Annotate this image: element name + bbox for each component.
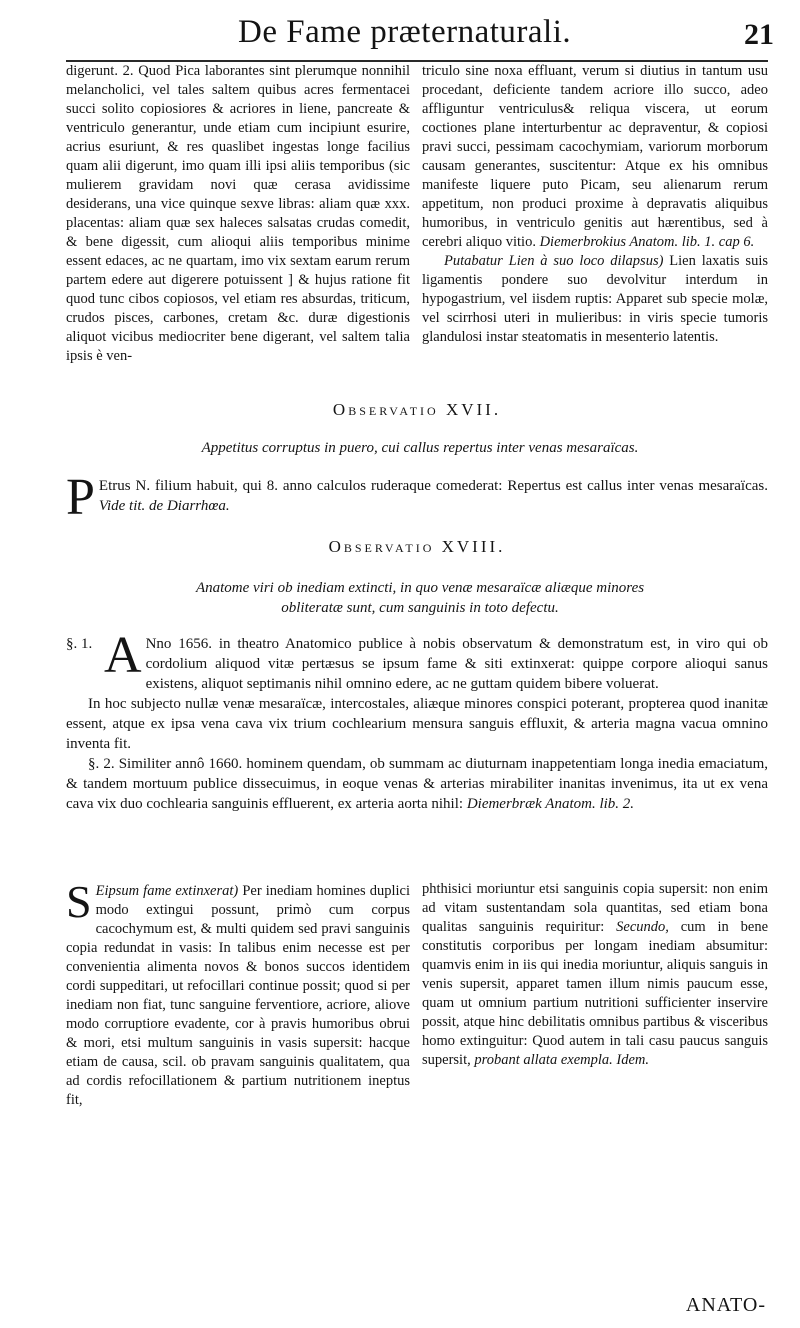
page-header (0, 14, 800, 60)
section-2 (66, 754, 768, 814)
drop-initial-p: P (66, 469, 95, 526)
observatio-18-text (66, 627, 769, 814)
left-bottom-text: Per inediam homines duplici modo extingui possunt, primò cum corpus cacochymum est, & multi quidem sed pravi sanguinis copia redundat in vasis: In talibus enim necesse est per convenientia alimenta novos & bonos succos identidem cordi suppeditari, ut refocillari continue possit; quod si per inediam non fiat, tunc sanguine ferventiore, acriore, aliove modo corruptiore evadente, cor à pravis humoribus obrui & mori, etsi multum sanguinis in vasis supersit: hacque etiam de causa, scil. ob pravam sanguinis qualitatem, qua ad cordis refocillationem & partium nutritionem ineptus fit, (66, 883, 410, 1108)
left-top-paragraph: digerunt. 2. Quod Pica laborantes sint plerumque nonnihil melancholici, vel tales saltem quibus acres fermentacei succi solito copiosiores & acriores in liene, pancreate & ventriculo generantur, unde etiam cum incipiunt esurire, acrius esuriunt, & res quaslibet ingestas longe facilius quam alii digerunt, imo quam illi ipsi aliis temporibus (sic mulierem gravidam novi quæ cerasa avidissime desiderans, una vice quinque sexve libras: aliam quæ xxx. placentas: aliam quæ sex haleces salsatas crudas comedit, & bene digessit, cum alioqui aliis temporibus minime essent edaces, ac ne quartam, imo vix sextam earum rerum partem edere aut digerere potuissent ] & hujus ratione fit quod tunc cibos copiosos, vel etiam res absurdas, triticum, crudos pisces, carbones, cretam &c. duræ digestionis aliquot vicibus mediocriter bene digerant, vel saltem talia ipsis è ven- (66, 63, 410, 364)
left-bottom-paragraph (66, 876, 410, 1110)
right-top-citation: Diemerbrokius Anatom. lib. 1. cap 6. (539, 234, 755, 250)
right-bottom-secundo: Secundo, (616, 919, 669, 935)
observatio-17-body: Etrus N. filium habuit, qui 8. anno calculos ruderaque comederat: Repertus est callus inter venas mesaraïcas. (98, 478, 768, 494)
observatio-18-heading: Observatio XVIII. (328, 537, 506, 556)
drop-initial-a: A (104, 627, 142, 684)
page-number: 21 (744, 18, 774, 51)
observatio-18-subtitle-line2: obliteratæ sunt, cum sanguinis in toto defectu. (281, 600, 559, 616)
right-bottom-paragraph (422, 880, 768, 1070)
section-1-paragraph-2: In hoc subjecto nullæ venæ mesaraïcæ, intercostales, aliæque minores conspici poterant, propterea quod inanitæ essent, atque ex ipsa vena cava vix trium cochlearium mensura sanguis effluxit, & arteria magna vacua omnino inventa fit. (66, 696, 768, 752)
observatio-17-text (66, 469, 768, 526)
right-top-text: triculo sine noxa effluant, verum si diutius in tantum usu procedant, deficiente tandem acriore illo succo, adeo affliguntur ventriculus& reliqua viscera, ut eorum coctiones plane interturbentur ac depraventur, & copiosi pravi succi, pessimam cacochymiam, variorum morborum causam generantes, suscitentur: Atque ex his omnibus manifeste liquere puto Picam, seu alienarum rerum appetitum, non produci proxime à depravatis aliquibus humoribus, in ventriculo genitis aut hærentibus, sed à cerebri aliquo vitio. (422, 63, 768, 250)
observatio-18-subtitle (120, 578, 720, 618)
right-top-paragraph (422, 62, 768, 252)
quote-text: Lien laxatis suis ligamentis pondere suo devolvitur interdum in hypogastrium, vel iisdem ruptis: Apparet sub specie molæ, vel scirrhosi uteri in mulieribus: in viris specie tumoris glandulosi instar steatomatis in mesenterio latentis. (422, 253, 768, 345)
running-title: De Fame præternaturali. (238, 14, 572, 50)
section-1 (66, 627, 768, 694)
section-1-number: §. 1. (66, 636, 93, 652)
right-bottom-text-2: cum in bene constitutis corporibus per longam inediam absumitur: quamvis enim in iis qui inedia moriuntur, aliquis sanguis in venis supersit, apparet tamen illum nimis paucum esse, quam ut omnium partium nutritioni sufficienter inservire possit, atque hinc debilitatis omnibus partibus & visceribus homo extinguitur: Quod autem in tali casu paucus sanguis supersit, (422, 919, 768, 1068)
left-bottom-lemma: Eipsum fame extinxerat) (95, 883, 239, 899)
right-column-top (422, 62, 768, 347)
right-bottom-ending: probant allata exempla. Idem. (474, 1052, 649, 1068)
left-column-top (66, 62, 410, 366)
right-bottom-text-1: phthisici moriuntur etsi sanguinis copia supersit: non enim ad vitam sustentandam sola quantitas, sed etiam bona qualitas sanguinis requiritur: (422, 881, 768, 935)
observatio-17-citation: Vide tit. de Diarrhœa. (98, 498, 230, 514)
drop-initial-s: S (66, 876, 92, 927)
quote-lemma: Putabatur Lien à suo loco dilapsus) (444, 253, 664, 269)
quote-paragraph (422, 252, 768, 347)
section-2-citation: Diemerbræk Anatom. lib. 2. (466, 796, 635, 812)
observatio-17-heading: Observatio XVII. (332, 400, 502, 419)
section-1-body: Nno 1656. in theatro Anatomico publice à nobis observatum & demonstratum est, in viro qui ob cordolium aliquod vitæ pertæsus se ipsum fame & siti extinxerat: quippe corpore alioqui sanus existens, aliquot septimanis nihil omnino edere, ac ne guttam quidem bibere voluerat. (145, 636, 768, 692)
observatio-17-subtitle: Appetitus corruptus in puero, cui callus repertus inter venas mesaraïcas. (201, 440, 639, 456)
section-2-body: Similiter annô 1660. hominem quendam, ob summam ac diuturnam inappetentiam longa inedia emaciatum, & tandem mortuum publice dissecuimus, in eoque venas & arterias mirabiliter inanitas invenimus, ita ut ex vena cava vix duo cochlearia sanguinis effluerent, ex arteria aorta nihil: (66, 756, 769, 812)
section-2-number: §. 2. (88, 756, 115, 772)
observatio-18-subtitle-line1: Anatome viri ob inediam extincti, in quo venæ mesaraïcæ aliæque minores (195, 580, 645, 596)
right-column-bottom (422, 880, 768, 1070)
left-column-bottom (66, 876, 410, 1110)
catchword: ANATO- (685, 1294, 766, 1316)
